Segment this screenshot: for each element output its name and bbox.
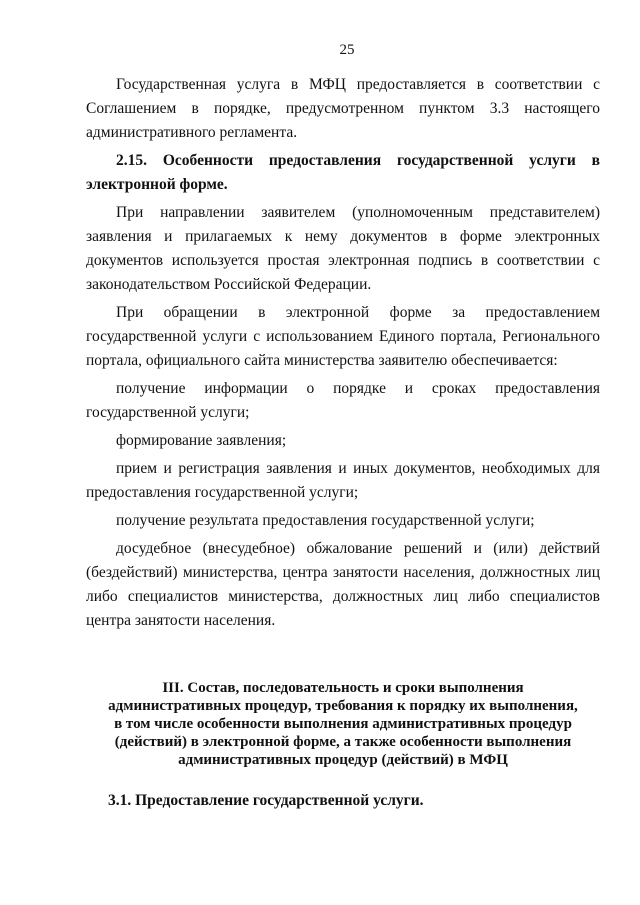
chapter-3-heading-line: административных процедур, требования к порядку их выполнения, xyxy=(108,698,578,714)
page-number: 25 xyxy=(339,42,355,58)
section-2-15-heading: 2.15. Особенности предоставления государственной услуги в электронной форме. xyxy=(86,152,600,193)
chapter-3-heading xyxy=(86,679,600,769)
list-item-information: получение информации о порядке и сроках предоставления государственной услуги; xyxy=(86,380,600,421)
list-item-application-forming: формирование заявления; xyxy=(116,432,287,449)
list-item-registration: прием и регистрация заявления и иных документов, необходимых для предоставления государственной услуги; xyxy=(86,460,600,501)
list-item-result: получение результата предоставления государственной услуги; xyxy=(116,512,535,529)
paragraph-electronic-request: При обращении в электронной форме за предоставлением государственной услуги с использованием Единого портала, Регионального портала, официального сайта министерства заявителю обеспечивается: xyxy=(86,304,600,369)
list-item-appeal: досудебное (внесудебное) обжалование решений и (или) действий (бездействий) министерства, центра занятости населения, должностных лиц либо специалистов министерства, должностных лиц либо специалистов центра занятости населения. xyxy=(86,540,600,629)
paragraph-mfc-agreement: Государственная услуга в МФЦ предоставляется в соответствии с Соглашением в порядке, предусмотренном пунктом 3.3 настоящего административного регламента. xyxy=(86,76,600,141)
chapter-3-heading-line: административных процедур (действий) в МФЦ xyxy=(178,752,508,768)
chapter-3-heading-line: (действий) в электронной форме, а также особенности выполнения xyxy=(114,734,572,750)
chapter-3-heading-line: III. Состав, последовательность и сроки выполнения xyxy=(162,680,524,696)
chapter-3-heading-line: в том числе особенности выполнения административных процедур xyxy=(114,716,572,732)
section-3-1-heading: 3.1. Предоставление государственной услуги. xyxy=(108,792,424,809)
paragraph-electronic-signature: При направлении заявителем (уполномоченным представителем) заявления и прилагаемых к нему документов в форме электронных документов используется простая электронная подпись в соответствии с законодательством Российской Федерации. xyxy=(86,204,600,293)
